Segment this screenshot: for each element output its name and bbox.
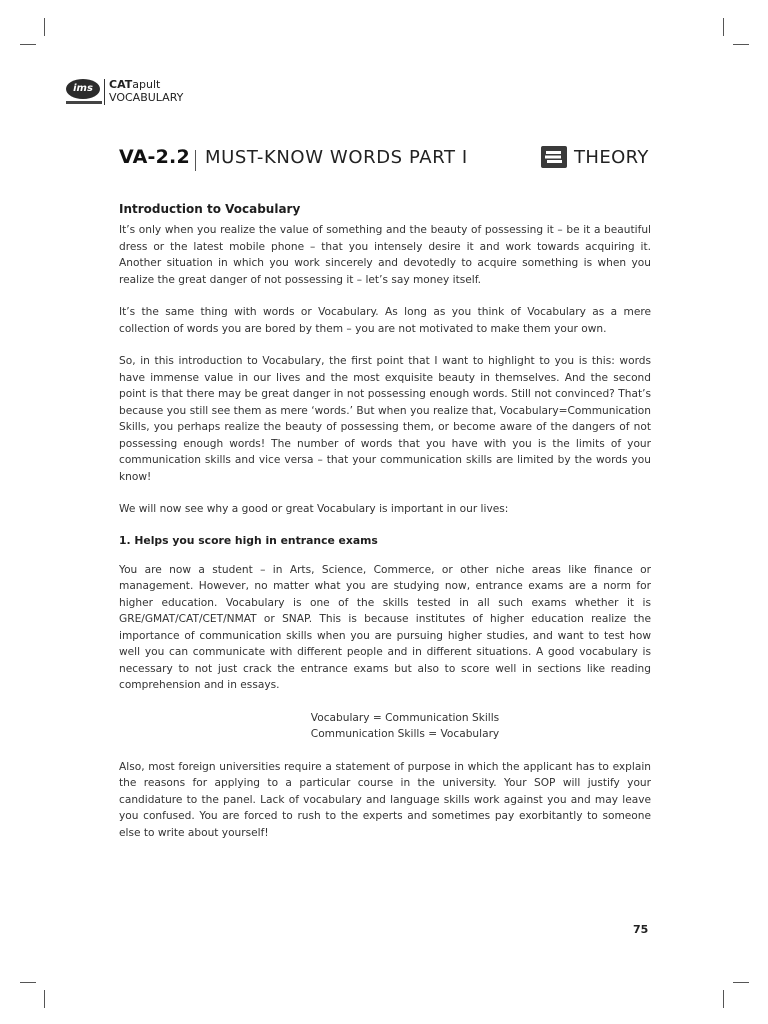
page-content (119, 202, 651, 857)
equation-line: Communication Skills = Vocabulary (310, 728, 500, 740)
logo-tagline (66, 101, 102, 104)
crop-mark (723, 990, 724, 1008)
paragraph: It’s the same thing with words or Vocabulary. As long as you think of Vocabulary as a mere collection of words you are bored by them – you are not motivated to make them your own. (119, 306, 651, 335)
paragraph: We will now see why a good or great Vocabulary is important in our lives: (119, 503, 509, 515)
crop-mark (44, 18, 45, 36)
publisher-logo (66, 76, 206, 110)
crop-mark (20, 44, 36, 45)
section-label: THEORY (574, 147, 649, 168)
crop-mark (44, 990, 45, 1008)
chapter-code: VA-2.2 (119, 146, 190, 168)
equation-block (119, 710, 651, 743)
crop-mark (723, 18, 724, 36)
series-subtitle: VOCABULARY (109, 91, 184, 104)
chapter-title-row (119, 146, 649, 174)
logo-divider (104, 79, 105, 105)
crop-mark (20, 982, 36, 983)
page-number: 75 (633, 923, 649, 936)
title-divider (195, 150, 196, 171)
ims-logo-icon: ims (66, 79, 100, 99)
paragraph: So, in this introduction to Vocabulary, the first point that I want to highlight to you is this: words have immense value in our lives and the most exquisite beauty in themselves. And the second point is that there may be great danger in not possessing enough words. Still not convinced? That’s because you still see them as mere ‘words.’ But when you realize that, Vocabulary=Communication Skills, you perhaps realize the beauty of possessing them, or become aware of the dangers of not possessing enough words! The number of words that you have with you is the limits of your communication skills and vice versa – that your communication skills are limited by the words you know! (119, 355, 651, 483)
section-heading: Introduction to Vocabulary (119, 202, 301, 216)
subheading: 1. Helps you score high in entrance exams (119, 533, 378, 547)
book-stack-icon (541, 146, 567, 168)
paragraph: You are now a student – in Arts, Science, Commerce, or other niche areas like finance or management. However, no matter what you are studying now, entrance exams are a norm for higher education. Vocabulary is one of the skills tested in all such exams whether it is GRE/GMAT/CAT/CET/NMAT or SNAP. This is because institutes of higher education realize the importance of communication skills when you are pursuing higher studies, and want to test how well you can communicate with different people and in different situations. A good vocabulary is necessary to not just crack the entrance exams but also to score well in sections like reading comprehension and in essays. (119, 563, 651, 691)
paragraph: It’s only when you realize the value of something and the beauty of possessing it – be it a beautiful dress or the latest mobile phone – that you intensely desire it and work towards acquiring it. Another situation in which you work sincerely and devotedly to acquire something is when you realize the great danger of not possessing it – let’s say money itself. (119, 224, 651, 286)
series-name: CATapult (109, 78, 161, 91)
paragraph: Also, most foreign universities require a statement of purpose in which the applicant has to explain the reasons for applying to a particular course in the university. Your SOP will justify your candidature to the panel. Lack of vocabulary and language skills work against you and may leave you confused. You are forced to rush to the experts and sometimes pay exorbitantly to someone else to write about yourself! (119, 760, 651, 839)
crop-mark (733, 44, 749, 45)
equation-line: Vocabulary = Communication Skills (310, 711, 500, 724)
crop-mark (733, 982, 749, 983)
series-label (109, 78, 183, 104)
chapter-title: MUST-KNOW WORDS PART I (205, 147, 468, 168)
